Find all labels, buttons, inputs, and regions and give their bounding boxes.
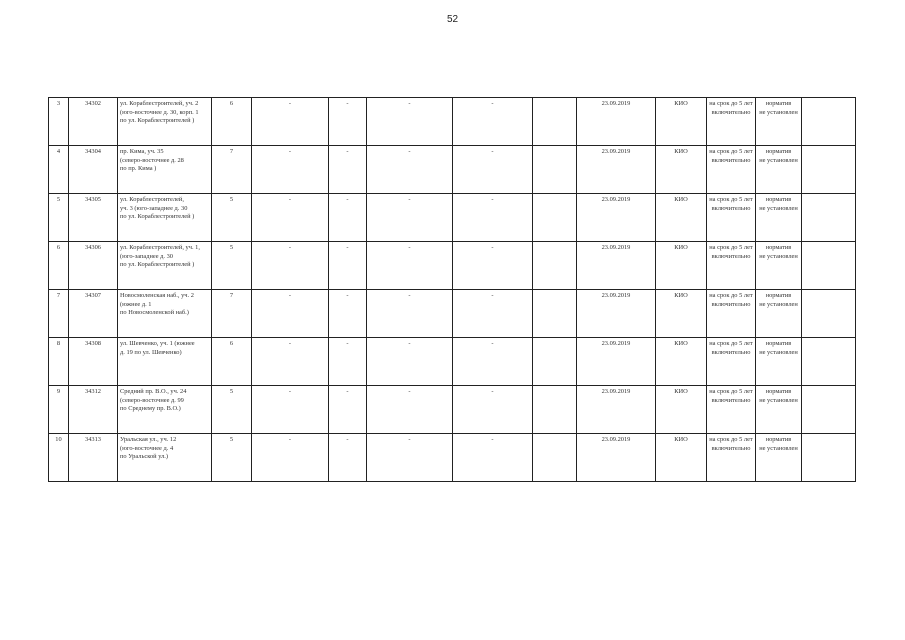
cell-date: 23.09.2019 [577, 338, 656, 386]
cell-organization: КИО [656, 242, 707, 290]
cell-empty-cell-4: - [453, 146, 533, 194]
cell-empty-cell-1: - [252, 242, 329, 290]
cell-empty-cell-4: - [453, 338, 533, 386]
cell-empty-cell-4: - [453, 98, 533, 146]
cell-term: на срок до 5 лет включительно [707, 386, 756, 434]
cell-empty-cell-1: - [252, 290, 329, 338]
table-row [49, 338, 856, 386]
cell-norm: норматив не установлен [756, 290, 802, 338]
cell-empty-cell-2: - [329, 146, 367, 194]
cell-row-number: 7 [49, 290, 69, 338]
cell-place-count: 7 [212, 146, 252, 194]
cell-blank-cell [802, 146, 856, 194]
cell-empty-cell-2: - [329, 290, 367, 338]
cell-row-number: 8 [49, 338, 69, 386]
cell-term: на срок до 5 лет включительно [707, 242, 756, 290]
cell-empty-cell-2: - [329, 386, 367, 434]
cell-norm: норматив не установлен [756, 146, 802, 194]
cell-blank-cell [802, 242, 856, 290]
cell-row-number: 5 [49, 194, 69, 242]
cell-date: 23.09.2019 [577, 146, 656, 194]
cell-place-count: 5 [212, 386, 252, 434]
cell-empty-cell-3: - [367, 386, 453, 434]
cell-object-code: 34306 [69, 242, 118, 290]
cell-organization: КИО [656, 338, 707, 386]
cell-norm: норматив не установлен [756, 434, 802, 482]
cell-blank-cell [802, 98, 856, 146]
cell-blank-cell [802, 338, 856, 386]
cell-place-count: 7 [212, 290, 252, 338]
cell-address: Средний пр. В.О., уч. 24 (северо-восточнее д. 99 по Среднему пр. В.О.) [118, 386, 212, 434]
cell-object-code: 34304 [69, 146, 118, 194]
cell-blank-cell [802, 290, 856, 338]
cell-blank-cell [802, 386, 856, 434]
cell-spacer-cell [533, 194, 577, 242]
cell-term: на срок до 5 лет включительно [707, 146, 756, 194]
cell-empty-cell-1: - [252, 338, 329, 386]
cell-address: ул. Кораблестроителей, уч. 1, (юго-западнее д. 30 по ул. Кораблестроителей ) [118, 242, 212, 290]
table-row [49, 434, 856, 482]
cell-object-code: 34308 [69, 338, 118, 386]
cell-norm: норматив не установлен [756, 338, 802, 386]
cell-empty-cell-3: - [367, 194, 453, 242]
cell-empty-cell-1: - [252, 146, 329, 194]
cell-place-count: 6 [212, 338, 252, 386]
cell-empty-cell-4: - [453, 290, 533, 338]
table-row [49, 386, 856, 434]
registry-table [48, 97, 856, 482]
cell-organization: КИО [656, 146, 707, 194]
cell-address: пр. Кима, уч. 35 (северо-восточнее д. 28 по пр. Кима ) [118, 146, 212, 194]
table-row [49, 98, 856, 146]
cell-row-number: 3 [49, 98, 69, 146]
cell-norm: норматив не установлен [756, 194, 802, 242]
cell-empty-cell-4: - [453, 242, 533, 290]
cell-address: Новосмоленская наб., уч. 2 (южнее д. 1 по Новосмоленской наб.) [118, 290, 212, 338]
cell-date: 23.09.2019 [577, 434, 656, 482]
table-row [49, 290, 856, 338]
cell-spacer-cell [533, 434, 577, 482]
cell-object-code: 34307 [69, 290, 118, 338]
cell-date: 23.09.2019 [577, 194, 656, 242]
cell-empty-cell-4: - [453, 194, 533, 242]
cell-blank-cell [802, 434, 856, 482]
cell-organization: КИО [656, 386, 707, 434]
cell-empty-cell-3: - [367, 242, 453, 290]
page-number: 52 [446, 14, 459, 25]
cell-spacer-cell [533, 242, 577, 290]
cell-empty-cell-1: - [252, 194, 329, 242]
cell-spacer-cell [533, 386, 577, 434]
cell-empty-cell-2: - [329, 98, 367, 146]
cell-object-code: 34305 [69, 194, 118, 242]
table-row [49, 242, 856, 290]
cell-empty-cell-1: - [252, 98, 329, 146]
cell-address: ул. Кораблестроителей, уч. 2 (юго-восточнее д. 30, корп. 1 по ул. Кораблестроителей ) [118, 98, 212, 146]
cell-empty-cell-4: - [453, 386, 533, 434]
cell-empty-cell-2: - [329, 338, 367, 386]
cell-spacer-cell [533, 98, 577, 146]
cell-organization: КИО [656, 194, 707, 242]
cell-empty-cell-3: - [367, 434, 453, 482]
cell-object-code: 34312 [69, 386, 118, 434]
cell-blank-cell [802, 194, 856, 242]
table-body [49, 98, 856, 482]
cell-empty-cell-3: - [367, 290, 453, 338]
cell-term: на срок до 5 лет включительно [707, 434, 756, 482]
cell-organization: КИО [656, 434, 707, 482]
cell-address: ул. Кораблестроителей, уч. 3 (юго-западнее д. 30 по ул. Кораблестроителей ) [118, 194, 212, 242]
cell-empty-cell-3: - [367, 98, 453, 146]
cell-empty-cell-1: - [252, 386, 329, 434]
cell-object-code: 34313 [69, 434, 118, 482]
cell-spacer-cell [533, 290, 577, 338]
cell-empty-cell-4: - [453, 434, 533, 482]
cell-place-count: 6 [212, 98, 252, 146]
cell-date: 23.09.2019 [577, 98, 656, 146]
cell-row-number: 10 [49, 434, 69, 482]
cell-object-code: 34302 [69, 98, 118, 146]
cell-term: на срок до 5 лет включительно [707, 338, 756, 386]
cell-row-number: 9 [49, 386, 69, 434]
cell-term: на срок до 5 лет включительно [707, 194, 756, 242]
cell-norm: норматив не установлен [756, 386, 802, 434]
cell-date: 23.09.2019 [577, 242, 656, 290]
cell-place-count: 5 [212, 434, 252, 482]
cell-empty-cell-3: - [367, 146, 453, 194]
table-row [49, 194, 856, 242]
cell-spacer-cell [533, 338, 577, 386]
cell-empty-cell-3: - [367, 338, 453, 386]
cell-organization: КИО [656, 290, 707, 338]
cell-address: ул. Шевченко, уч. 1 (южнее д. 19 по ул. Шевченко) [118, 338, 212, 386]
cell-empty-cell-2: - [329, 434, 367, 482]
cell-empty-cell-1: - [252, 434, 329, 482]
cell-place-count: 5 [212, 194, 252, 242]
cell-spacer-cell [533, 146, 577, 194]
cell-date: 23.09.2019 [577, 386, 656, 434]
cell-row-number: 4 [49, 146, 69, 194]
cell-empty-cell-2: - [329, 194, 367, 242]
cell-address: Уральская ул., уч. 12 (юго-восточнее д. 4 по Уральской ул.) [118, 434, 212, 482]
cell-organization: КИО [656, 98, 707, 146]
cell-date: 23.09.2019 [577, 290, 656, 338]
cell-norm: норматив не установлен [756, 98, 802, 146]
table-row [49, 146, 856, 194]
cell-place-count: 5 [212, 242, 252, 290]
cell-term: на срок до 5 лет включительно [707, 98, 756, 146]
cell-empty-cell-2: - [329, 242, 367, 290]
cell-norm: норматив не установлен [756, 242, 802, 290]
cell-term: на срок до 5 лет включительно [707, 290, 756, 338]
cell-row-number: 6 [49, 242, 69, 290]
